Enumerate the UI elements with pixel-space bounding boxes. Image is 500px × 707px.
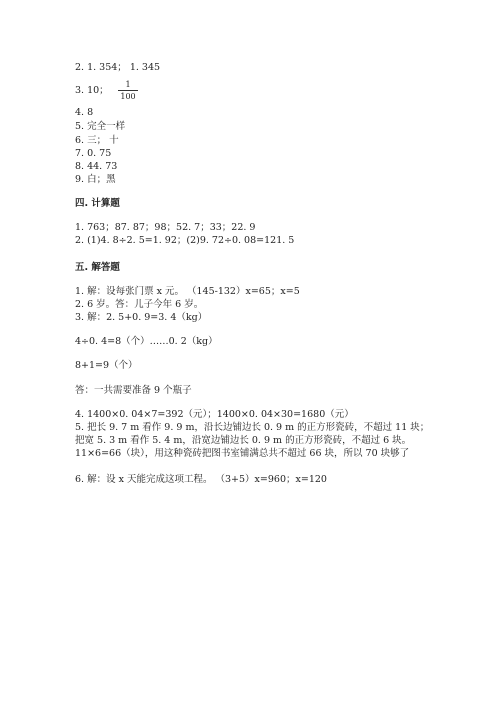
fraction-bar <box>118 90 138 91</box>
answer-3-4: 4. 8 <box>75 107 94 118</box>
answer-5-3: 3. 解：2. 5+0. 9=3. 4（kg） <box>75 312 208 323</box>
answer-5-2: 2. 6 岁。答：儿子今年 6 岁。 <box>75 299 204 310</box>
answer-4-2: 2. (1)4. 8÷2. 5=1. 92；(2)9. 72÷0. 08=121. 5 <box>75 235 295 246</box>
answer-3-3-prefix: 3. 10； <box>75 85 109 96</box>
section-heading-word-problems: 五. 解答题 <box>75 262 120 273</box>
answer-5-5-line2: 把宽 5. 3 m 看作 5. 4 m，沿宽边铺边长 0. 9 m 的正方形瓷砖，不超过 6 块。 <box>75 435 412 446</box>
answer-3-7: 7. 0. 75 <box>75 148 112 159</box>
section-heading-calculation: 四. 计算题 <box>75 198 120 209</box>
answer-5-3-line4: 答：一共需要准备 9 个瓶子 <box>75 385 192 396</box>
answer-3-5: 5. 完全一样 <box>75 121 126 132</box>
fraction-denominator: 100 <box>120 92 136 101</box>
answer-5-4: 4. 1400×0. 04×7=392（元）；1400×0. 04×30=1680（元） <box>75 409 354 420</box>
answer-5-3-line3: 8+1=9（个） <box>75 360 138 371</box>
answer-5-3-line2: 4÷0. 4=8（个）……0. 2（kg） <box>75 336 218 347</box>
fraction-one-hundredth <box>118 80 138 101</box>
answer-3-2: 2. 1. 354； 1. 345 <box>75 62 161 73</box>
answer-5-5-line1: 5. 把长 9. 7 m 看作 9. 9 m，沿长边铺边长 0. 9 m 的正方形瓷砖，不超过 11 块； <box>75 422 430 433</box>
answer-5-5-line3: 11×6=66（块），用这种瓷砖把图书室铺满总共不超过 66 块，所以 70 块够了 <box>75 448 410 459</box>
answer-5-6: 6. 解：设 x 天能完成这项工程。 （3+5）x=960；x=120 <box>75 474 327 485</box>
answer-3-8: 8. 44. 73 <box>75 161 118 172</box>
answer-4-1: 1. 763；87. 87；98；52. 7；33；22. 9 <box>75 222 256 233</box>
fraction-numerator: 1 <box>125 80 131 89</box>
answer-3-9: 9. 白；黑 <box>75 174 116 185</box>
answer-3-6: 6. 三； 十 <box>75 135 119 146</box>
answer-5-1: 1. 解：设每张门票 x 元。 （145-132）x=65；x=5 <box>75 286 300 297</box>
